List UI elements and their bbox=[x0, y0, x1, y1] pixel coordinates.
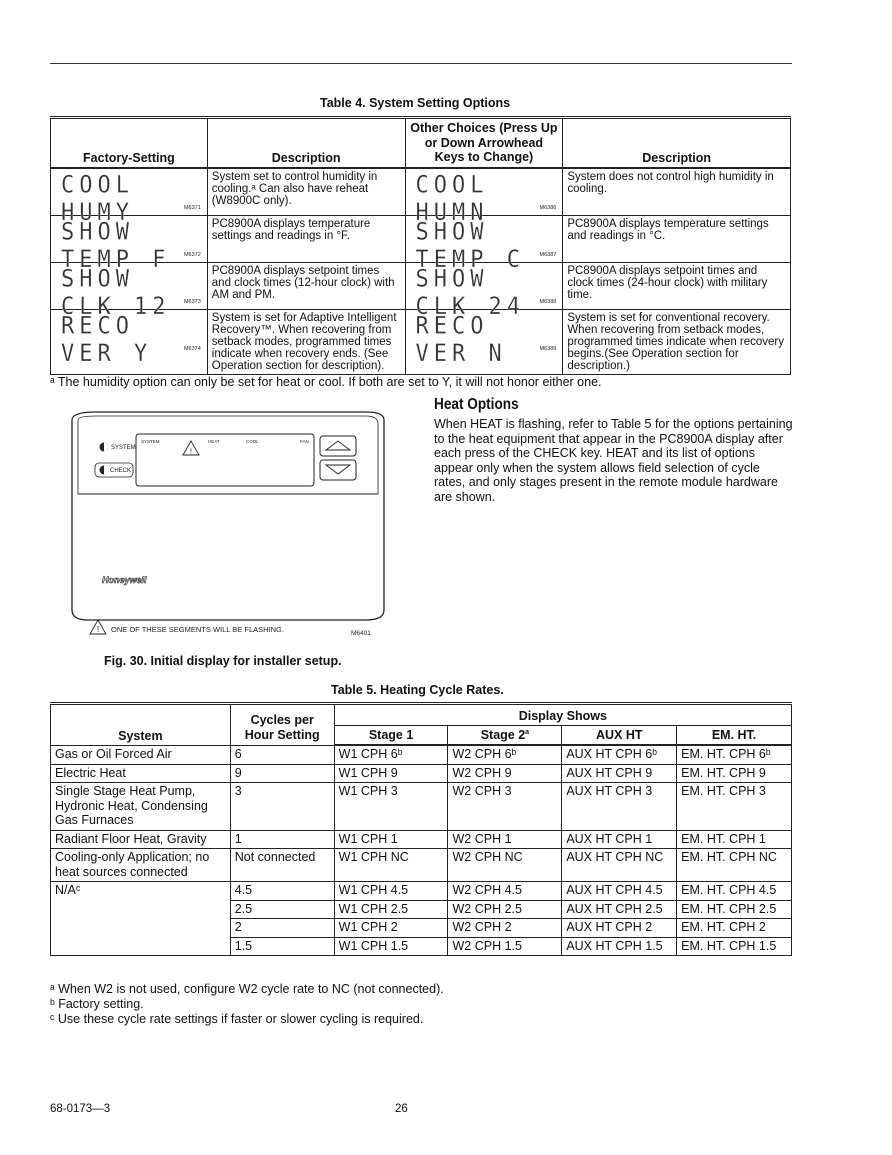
cell-system: Gas or Oil Forced Air bbox=[51, 745, 231, 764]
system-settings-table bbox=[50, 116, 791, 375]
cell-system: Single Stage Heat Pump, Hydronic Heat, Condensing Gas Furnaces bbox=[51, 783, 231, 831]
cell-em: EM. HT. CPH 1.5 bbox=[677, 937, 792, 956]
other-choice-display bbox=[405, 262, 563, 320]
cell-s2: W2 CPH 2.5 bbox=[448, 900, 562, 919]
table-row bbox=[51, 309, 791, 374]
cell-s1: W1 CPH 6ᵇ bbox=[334, 745, 448, 764]
table-row bbox=[51, 168, 791, 216]
cell-cph: 6 bbox=[230, 745, 334, 764]
figure-code: M6374 bbox=[183, 345, 201, 352]
cell-s2: W2 CPH 1 bbox=[448, 830, 562, 849]
table-row bbox=[51, 882, 792, 901]
other-choice-description: System does not control high humidity in cooling. bbox=[563, 168, 791, 216]
screen-cool-label: COOL bbox=[246, 439, 259, 444]
cell-s2: W2 CPH 9 bbox=[448, 764, 562, 783]
cell-s2: W2 CPH 2 bbox=[448, 919, 562, 938]
lcd-text: SHOW TEMP F bbox=[61, 218, 171, 273]
cell-s2: W2 CPH 4.5 bbox=[448, 882, 562, 901]
warning-text: ONE OF THESE SEGMENTS WILL BE FLASHING. bbox=[111, 625, 284, 634]
stage2-sup: a bbox=[525, 728, 530, 736]
svg-text:!: ! bbox=[190, 448, 192, 456]
table-row bbox=[51, 764, 792, 783]
col-header-aux: AUX HT bbox=[562, 726, 677, 746]
lcd-text: COOL HUMN bbox=[415, 171, 489, 226]
col-header-system: System bbox=[51, 704, 231, 746]
cell-em: EM. HT. CPH 1 bbox=[677, 830, 792, 849]
figure-code: M6388 bbox=[539, 298, 557, 305]
screen-system-label: SYSTEM bbox=[141, 439, 160, 444]
brand-logo: Honeywell bbox=[102, 575, 147, 585]
cell-s1: W1 CPH 9 bbox=[334, 764, 448, 783]
other-choice-description: System is set for conventional recovery. When recovering from setback modes, programmed times indicate when recovery begins.(See Operation section for description.) bbox=[563, 309, 791, 374]
cell-aux: AUX HT CPH 6ᵇ bbox=[562, 745, 677, 764]
figure-code: M6372 bbox=[183, 251, 201, 258]
table5-caption: Table 5. Heating Cycle Rates. bbox=[331, 683, 504, 697]
col-header-other: Other Choices (Press Up or Down Arrowhead Keys to Change) bbox=[405, 118, 563, 168]
cell-aux: AUX HT CPH 3 bbox=[562, 783, 677, 831]
col-header-description: Description bbox=[207, 118, 405, 168]
factory-setting-display bbox=[51, 168, 208, 226]
lcd-text: RECO VER Y bbox=[61, 312, 153, 367]
table-row bbox=[51, 783, 792, 831]
cell-cph: 9 bbox=[230, 764, 334, 783]
footnote-c: ᶜ Use these cycle rate settings if faster or slower cycling is required. bbox=[50, 1012, 424, 1026]
footnote-b: ᵇ Factory setting. bbox=[50, 997, 144, 1011]
other-choice-display bbox=[405, 309, 563, 374]
col-header-factory: Factory-Setting bbox=[51, 118, 208, 168]
factory-setting-description: PC8900A displays temperature settings and readings in °F. bbox=[207, 215, 405, 262]
cell-cph: 1 bbox=[230, 830, 334, 849]
table4-footnote: ᵃ The humidity option can only be set for heat or cool. If both are set to Y, it will not honor either one. bbox=[50, 375, 602, 389]
footnote-a: ᵃ When W2 is not used, configure W2 cycle rate to NC (not connected). bbox=[50, 982, 444, 996]
svg-text:!: ! bbox=[96, 625, 100, 634]
cell-em: EM. HT. CPH 9 bbox=[677, 764, 792, 783]
cell-cph: 1.5 bbox=[230, 937, 334, 956]
factory-setting-description: System set to control humidity in cooling.ᵃ Can also have reheat (W8900C only). bbox=[207, 168, 405, 216]
cell-system: N/Aᶜ bbox=[51, 882, 231, 956]
screen-heat-label: HEAT bbox=[208, 439, 220, 444]
heating-cycle-table bbox=[50, 702, 792, 956]
cell-em: EM. HT. CPH 6ᵇ bbox=[677, 745, 792, 764]
table5-footnotes bbox=[50, 982, 444, 1027]
stage2-text: Stage 2 bbox=[480, 728, 526, 742]
col-header-description-2: Description bbox=[563, 118, 791, 168]
cell-system: Radiant Floor Heat, Gravity bbox=[51, 830, 231, 849]
cell-s1: W1 CPH 1.5 bbox=[334, 937, 448, 956]
col-header-stage1: Stage 1 bbox=[334, 726, 448, 746]
cell-s1: W1 CPH 3 bbox=[334, 783, 448, 831]
page-number: 26 bbox=[395, 1103, 408, 1115]
table-row bbox=[51, 830, 792, 849]
heat-options-text: When HEAT is flashing, refer to Table 5 for the options pertaining to the heat equipment that appear in the PC8900A display after each press of the CHECK key. HEAT and its list of options appear only when the system allows field selection of cycle rates, and only stages present in the remote module hardware are shown. bbox=[434, 417, 793, 504]
lcd-text: SHOW TEMP C bbox=[415, 218, 525, 273]
doc-number: 68-0173—3 bbox=[50, 1103, 111, 1115]
cell-s2: W2 CPH 1.5 bbox=[448, 937, 562, 956]
table-row bbox=[51, 849, 792, 882]
other-choice-display bbox=[405, 215, 563, 273]
cell-s1: W1 CPH 2 bbox=[334, 919, 448, 938]
table-row bbox=[51, 262, 791, 309]
cell-s1: W1 CPH 1 bbox=[334, 830, 448, 849]
cell-cph: Not connected bbox=[230, 849, 334, 882]
cell-aux: AUX HT CPH 2 bbox=[562, 919, 677, 938]
factory-setting-description: PC8900A displays setpoint times and clock times (12-hour clock) with AM and PM. bbox=[207, 262, 405, 309]
lcd-text: SHOW CLK 12 bbox=[61, 265, 171, 320]
cell-s1: W1 CPH NC bbox=[334, 849, 448, 882]
figure-code: M6401 bbox=[351, 630, 371, 637]
factory-setting-display bbox=[51, 309, 208, 374]
cell-system: Cooling-only Application; no heat sources connected bbox=[51, 849, 231, 882]
cell-aux: AUX HT CPH 1 bbox=[562, 830, 677, 849]
figure-code: M6389 bbox=[539, 345, 557, 352]
cell-aux: AUX HT CPH 2.5 bbox=[562, 900, 677, 919]
cell-system: Electric Heat bbox=[51, 764, 231, 783]
cell-cph: 2.5 bbox=[230, 900, 334, 919]
cell-em: EM. HT. CPH NC bbox=[677, 849, 792, 882]
cell-s2: W2 CPH 6ᵇ bbox=[448, 745, 562, 764]
system-label: SYSTEM bbox=[111, 445, 136, 451]
thermostat-figure bbox=[66, 410, 396, 638]
cell-cph: 3 bbox=[230, 783, 334, 831]
cell-aux: AUX HT CPH NC bbox=[562, 849, 677, 882]
lcd-text: SHOW CLK 24 bbox=[415, 265, 525, 320]
figure-code: M6373 bbox=[183, 298, 201, 305]
lcd-text: COOL HUMY bbox=[61, 171, 134, 226]
cell-em: EM. HT. CPH 2 bbox=[677, 919, 792, 938]
figure-code: M6371 bbox=[183, 204, 201, 211]
cell-s2: W2 CPH 3 bbox=[448, 783, 562, 831]
table-row bbox=[51, 745, 792, 764]
figure-code: M6387 bbox=[539, 251, 557, 258]
cell-cph: 4.5 bbox=[230, 882, 334, 901]
factory-setting-display bbox=[51, 215, 208, 273]
cell-aux: AUX HT CPH 1.5 bbox=[562, 937, 677, 956]
figure-caption: Fig. 30. Initial display for installer setup. bbox=[104, 654, 342, 668]
cell-cph: 2 bbox=[230, 919, 334, 938]
cell-em: EM. HT. CPH 4.5 bbox=[677, 882, 792, 901]
check-label: CHECK bbox=[110, 468, 132, 474]
col-header-cycles: Cycles per Hour Setting bbox=[230, 704, 334, 746]
cell-em: EM. HT. CPH 3 bbox=[677, 783, 792, 831]
factory-setting-display bbox=[51, 262, 208, 320]
cell-s2: W2 CPH NC bbox=[448, 849, 562, 882]
figure-code: M6386 bbox=[539, 204, 557, 211]
other-choice-description: PC8900A displays temperature settings and readings in °C. bbox=[563, 215, 791, 262]
col-header-stage2 bbox=[448, 726, 562, 746]
col-header-em: EM. HT. bbox=[677, 726, 792, 746]
header-rule bbox=[50, 63, 792, 64]
table4-caption: Table 4. System Setting Options bbox=[320, 96, 511, 110]
col-header-display-shows: Display Shows bbox=[334, 704, 791, 726]
other-choice-description: PC8900A displays setpoint times and clock times (24-hour clock) with military time. bbox=[563, 262, 791, 309]
cell-s1: W1 CPH 4.5 bbox=[334, 882, 448, 901]
cell-aux: AUX HT CPH 9 bbox=[562, 764, 677, 783]
cell-em: EM. HT. CPH 2.5 bbox=[677, 900, 792, 919]
heat-options-heading: Heat Options bbox=[434, 396, 519, 413]
cell-aux: AUX HT CPH 4.5 bbox=[562, 882, 677, 901]
cell-s1: W1 CPH 2.5 bbox=[334, 900, 448, 919]
factory-setting-description: System is set for Adaptive Intelligent Recovery™. When recovering from setback modes, programmed times indicate when recovery ends. (See Operation section for description). bbox=[207, 309, 405, 374]
lcd-text: RECO VER N bbox=[415, 312, 507, 367]
other-choice-display bbox=[405, 168, 563, 226]
table-row bbox=[51, 215, 791, 262]
screen-fan-label: FAN bbox=[300, 439, 309, 444]
